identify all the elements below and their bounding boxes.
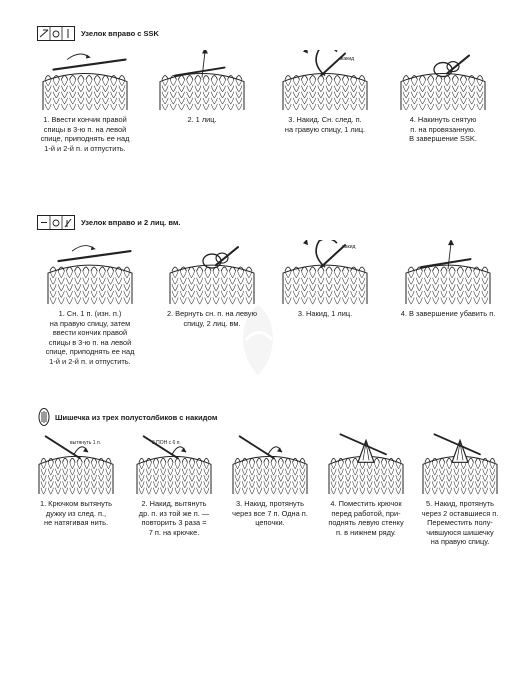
section-3-header: [37, 407, 217, 427]
step-caption: 4. Поместить крючок перед работой, при- поднять левую стенку п. в нижнем ряду.: [328, 499, 404, 537]
knot-right-k2tog-symbol-icon: [37, 215, 75, 230]
knitting-illustration: [230, 432, 310, 496]
step-2-1: [30, 240, 150, 367]
section-title: Узелок вправо и 2 лиц. вм.: [81, 218, 181, 227]
step-1-1: [30, 50, 140, 153]
knitting-illustration: [420, 432, 500, 496]
bobble-symbol-icon: [37, 407, 51, 427]
step-caption: 2. Накид, вытянуть др. п. из той же п. — повторить 3 раза = 7 п. на крючке.: [138, 499, 210, 537]
callout-label: вытянуть 1 п.: [70, 440, 102, 446]
step-caption: 4. Накинуть снятую п. на провязанную. В завершение SSK.: [409, 115, 477, 144]
section-2-header: [37, 215, 181, 230]
callout-label: жакид: [340, 56, 355, 62]
knitting-illustration: [134, 432, 214, 496]
step-3-1: [28, 432, 124, 528]
step-caption: 5. Накид, протянуть через 2 оставшиеся п. Переместить полу- чившуюся шишечку на правую спицу.: [421, 499, 499, 547]
callout-label: 3 ПОН с 6 п.: [152, 440, 181, 446]
step-3-5: [410, 432, 510, 547]
step-1-4: [388, 50, 498, 144]
knitting-illustration: [45, 240, 135, 306]
knitting-illustration: [326, 432, 406, 496]
step-3-3: [222, 432, 318, 528]
knitting-illustration: [40, 50, 130, 112]
section-title: Шишечка из трех полустолбиков с накидом: [55, 412, 218, 422]
step-caption: 1. Крючком вытянуть дужку из след. п., не натягивая нить.: [39, 499, 113, 528]
knitting-illustration: [157, 50, 247, 112]
knitting-illustration: [167, 240, 257, 306]
step-caption: 4. В завершение убавить п.: [400, 309, 496, 318]
step-3-2: [126, 432, 222, 537]
step-caption: 1. Сн. 1 п. (изн. п.) на правую спицу, затем ввести кончик правой спицы в 3-ю п. на левой спице, приподнять ее над 1-й и 2-й п. и отпустить.: [45, 309, 135, 366]
knitting-illustration: [398, 50, 488, 112]
step-3-4: [316, 432, 416, 537]
step-caption: 3. Накид. Сн. след. п. на гравую спицу, 1 лиц.: [284, 115, 366, 134]
knitting-illustration: [280, 50, 370, 112]
step-1-3: [270, 50, 380, 134]
step-2-4: [388, 240, 508, 319]
knitting-illustration: [36, 432, 116, 496]
step-caption: 3. Накид, 1 лиц.: [297, 309, 353, 318]
step-caption: 3. Накид, протянуть через все 7 п. Одна п. цепочки.: [232, 499, 308, 528]
step-caption: 1. Ввести кончик правой спицы в 3-ю п. на левой спице, приподнять ее над 1-й и 2-й п. и отпустить.: [40, 115, 130, 153]
knitting-illustration: [403, 240, 493, 306]
knot-right-ssk-symbol-icon: [37, 26, 75, 41]
section-title: Узелок вправо с SSK: [81, 29, 159, 38]
watermark-logo-icon: [228, 300, 288, 380]
step-1-2: [152, 50, 252, 125]
step-caption: 2. 1 лиц.: [187, 115, 217, 124]
section-1-header: [37, 26, 159, 41]
step-caption: 2. Вернуть сн. п. на левую спицу, 2 лиц. вм.: [166, 309, 258, 328]
knitting-illustration: [280, 240, 370, 306]
callout-label: накид: [342, 244, 356, 250]
